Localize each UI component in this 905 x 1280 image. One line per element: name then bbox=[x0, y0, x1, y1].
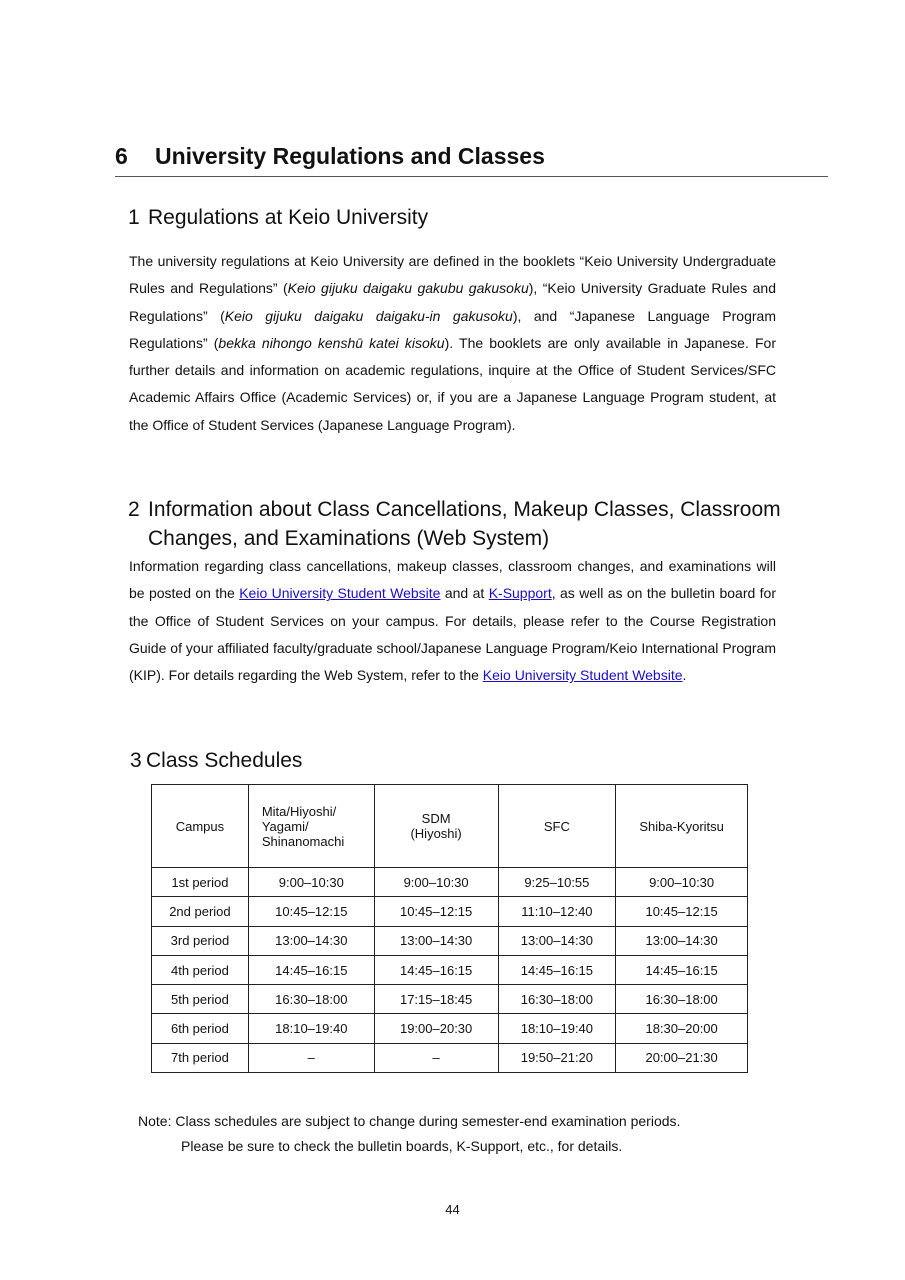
time-cell: 10:45–12:15 bbox=[248, 897, 374, 926]
period-cell: 5th period bbox=[152, 985, 249, 1014]
time-cell: 16:30–18:00 bbox=[616, 985, 748, 1014]
header-sdm bbox=[374, 785, 498, 868]
table-row bbox=[152, 1014, 748, 1043]
section2-text-1: Information regarding class cancellations, makeup classes, classroom changes, and examinations will be posted on the bbox=[129, 558, 776, 602]
time-cell: 14:45–16:15 bbox=[248, 955, 374, 984]
header-sdm-line2: (Hiyoshi) bbox=[410, 826, 462, 841]
section2-title-line2: Changes, and Examinations (Web System) bbox=[148, 527, 550, 550]
section3-number: 3 bbox=[130, 749, 142, 772]
section2-text-4: . bbox=[682, 667, 687, 684]
header-campus: Campus bbox=[152, 785, 249, 868]
header-sdm-line1: SDM bbox=[421, 811, 451, 826]
time-cell: 9:00–10:30 bbox=[248, 868, 374, 897]
header-mita-line3: Shinanomachi bbox=[261, 833, 345, 849]
class-schedule-table bbox=[151, 784, 748, 1073]
header-sfc: SFC bbox=[498, 785, 616, 868]
section2-number: 2 bbox=[128, 498, 140, 521]
time-cell: 19:50–21:20 bbox=[498, 1043, 616, 1072]
time-cell: 19:00–20:30 bbox=[374, 1014, 498, 1043]
student-website-link[interactable]: Keio University Student Website bbox=[239, 585, 441, 602]
chapter-title-text: University Regulations and Classes bbox=[155, 143, 545, 169]
section2-text-3: , as well as on the bulletin board for the Office of Student Services on your campus. For details, please refer to the Course Registration Guide of your affiliated faculty/graduate school/Japanese Language Program/Keio International Program (KIP). For details regarding the Web System, refer to the bbox=[129, 585, 777, 684]
section2-paragraph bbox=[129, 553, 776, 689]
table-header-row bbox=[152, 785, 748, 868]
section1-italic-1: Keio gijuku daigaku gakubu gakusoku bbox=[287, 280, 529, 297]
time-cell: 9:25–10:55 bbox=[498, 868, 616, 897]
table-row bbox=[152, 985, 748, 1014]
time-cell: 10:45–12:15 bbox=[374, 897, 498, 926]
section3-heading bbox=[130, 749, 302, 773]
section1-italic-3: bekka nihongo kenshū katei kisoku bbox=[218, 334, 445, 351]
section2-title-line1: Information about Class Cancellations, Makeup Classes, Classroom bbox=[148, 498, 781, 521]
section1-italic-2: Keio gijuku daigaku daigaku-in gakusoku bbox=[224, 307, 513, 324]
header-mita-line2: Yagami/ bbox=[261, 818, 309, 834]
k-support-link[interactable]: K-Support bbox=[488, 585, 552, 602]
student-website-link-2[interactable]: Keio University Student Website bbox=[482, 667, 683, 684]
section1-number: 1 bbox=[128, 206, 140, 229]
time-cell: 16:30–18:00 bbox=[498, 985, 616, 1014]
section2-heading bbox=[128, 495, 781, 553]
chapter-title bbox=[115, 143, 828, 177]
header-mita bbox=[248, 785, 374, 868]
section2-text-2: and at bbox=[440, 585, 489, 602]
period-cell: 6th period bbox=[152, 1014, 249, 1043]
time-cell: 16:30–18:00 bbox=[248, 985, 374, 1014]
section1-text-2: ), “Keio University Graduate Rules and Regulations” ( bbox=[129, 280, 776, 324]
header-shiba: Shiba-Kyoritsu bbox=[616, 785, 748, 868]
page-number: 44 bbox=[445, 1202, 460, 1217]
time-cell: 13:00–14:30 bbox=[374, 926, 498, 955]
period-cell: 3rd period bbox=[152, 926, 249, 955]
time-cell: 10:45–12:15 bbox=[616, 897, 748, 926]
time-cell: 9:00–10:30 bbox=[616, 868, 748, 897]
period-cell: 2nd period bbox=[152, 897, 249, 926]
time-cell: 17:15–18:45 bbox=[374, 985, 498, 1014]
period-cell: 4th period bbox=[152, 955, 249, 984]
table-row bbox=[152, 1043, 748, 1072]
time-cell: 13:00–14:30 bbox=[498, 926, 616, 955]
time-cell: 14:45–16:15 bbox=[498, 955, 616, 984]
section1-title: Regulations at Keio University bbox=[148, 206, 429, 229]
table-row bbox=[152, 955, 748, 984]
time-cell: 14:45–16:15 bbox=[616, 955, 748, 984]
table-row bbox=[152, 868, 748, 897]
time-cell: 11:10–12:40 bbox=[498, 897, 616, 926]
time-cell: 18:30–20:00 bbox=[616, 1014, 748, 1043]
section1-text-4: ). The booklets are only available in Japanese. For further details and information on academic regulations, inquire at the Office of Student Services/SFC Academic Affairs Office (Academic Services) or, if you are a Japanese Language Program student, at the Office of Student Services (Japanese Language Program). bbox=[129, 334, 776, 433]
header-mita-line1: Mita/Hiyoshi/ bbox=[261, 803, 337, 819]
table-row bbox=[152, 897, 748, 926]
table-row bbox=[152, 926, 748, 955]
time-cell: 18:10–19:40 bbox=[248, 1014, 374, 1043]
section1-paragraph bbox=[129, 248, 776, 439]
note-line2: Please be sure to check the bulletin boards, K-Support, etc., for details. bbox=[181, 1138, 623, 1154]
period-cell: 1st period bbox=[152, 868, 249, 897]
time-cell: 18:10–19:40 bbox=[498, 1014, 616, 1043]
section3-title: Class Schedules bbox=[146, 749, 303, 772]
time-cell: – bbox=[374, 1043, 498, 1072]
chapter-number: 6 bbox=[115, 143, 128, 169]
section1-text-3: ), and “Japanese Language Program Regulations” ( bbox=[129, 307, 776, 351]
schedule-note bbox=[138, 1109, 680, 1159]
time-cell: 9:00–10:30 bbox=[374, 868, 498, 897]
note-line1: Note: Class schedules are subject to change during semester-end examination periods. bbox=[138, 1113, 681, 1129]
time-cell: 13:00–14:30 bbox=[248, 926, 374, 955]
time-cell: – bbox=[248, 1043, 374, 1072]
time-cell: 13:00–14:30 bbox=[616, 926, 748, 955]
period-cell: 7th period bbox=[152, 1043, 249, 1072]
section1-text-1: The university regulations at Keio University are defined in the booklets “Keio University Undergraduate Rules and Regulations” ( bbox=[129, 253, 776, 297]
time-cell: 14:45–16:15 bbox=[374, 955, 498, 984]
time-cell: 20:00–21:30 bbox=[616, 1043, 748, 1072]
section1-heading bbox=[128, 206, 428, 230]
